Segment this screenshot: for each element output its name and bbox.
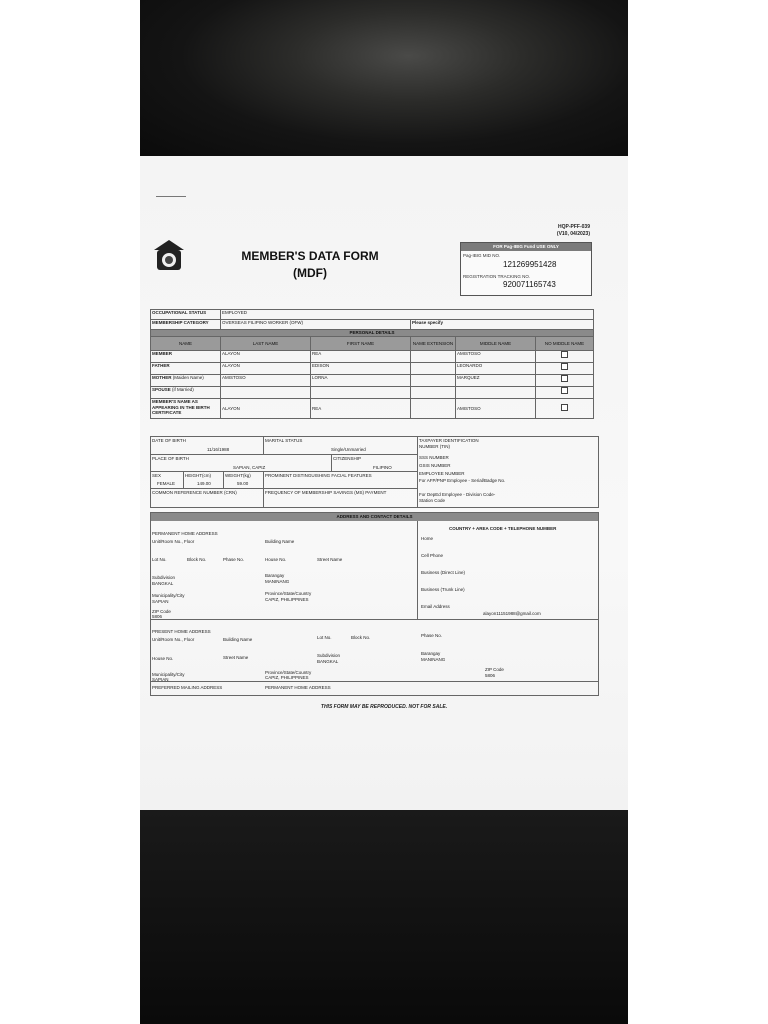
preferred-mailing-value: PERMANENT HOME ADDRESS <box>265 685 331 690</box>
preferred-mailing-label: PREFERRED MAILING ADDRESS <box>152 685 223 690</box>
marital-status-label: MARITAL STATUS <box>265 438 303 443</box>
table-row <box>151 351 594 363</box>
frequency-label: FREQUENCY OF MEMBERSHIP SAVINGS (MS) PAYMENT <box>265 490 387 495</box>
first-name-cell: REA <box>311 399 411 419</box>
present-address-label: PRESENT HOME ADDRESS <box>152 629 211 634</box>
height-value: 149.00 <box>197 481 211 486</box>
business-direct-label: Business (Direct Line) <box>421 570 466 575</box>
name-extension-cell <box>411 387 456 399</box>
present-block-no-label: Block No. <box>351 635 371 640</box>
barangay-label: Barangay <box>265 573 285 578</box>
form-footer: THIS FORM MAY BE REPRODUCED. NOT FOR SALE. <box>320 704 448 710</box>
building-name-label: Building Name <box>265 539 295 544</box>
fund-use-header: FOR Pag-IBIG Fund USE ONLY <box>461 243 591 251</box>
date-of-birth-label: DATE OF BIRTH <box>152 438 186 443</box>
municipality-label: Municipality/City <box>152 593 185 598</box>
present-barangay-label: Barangay <box>421 651 441 656</box>
sex-value: FEMALE <box>157 481 176 486</box>
last-name-cell: ALAYON <box>221 351 311 363</box>
zip-code-value: 5806 <box>152 614 163 619</box>
no-middle-name-checkbox[interactable] <box>561 363 568 370</box>
email-label: Email Address <box>421 604 450 609</box>
last-name-cell: ALAYON <box>221 363 311 375</box>
no-middle-name-checkbox[interactable] <box>561 375 568 382</box>
row-label: MOTHER <box>152 375 172 380</box>
rtn-label: REGISTRATION TRACKING NO. <box>463 274 531 279</box>
row-label: MEMBER <box>152 351 172 356</box>
middle-name-cell <box>456 387 536 399</box>
email-value: alayon11151988@gmail.com <box>483 611 541 616</box>
fund-use-box <box>460 242 592 296</box>
citizenship-value: FILIPINO <box>373 465 392 470</box>
photo-background-bottom <box>140 808 628 1024</box>
subdivision-value: BANGKAL <box>152 581 174 586</box>
present-province-label: Province/State/Country <box>265 670 312 675</box>
subdivision-label: Subdivision <box>152 575 176 580</box>
last-name-cell <box>221 387 311 399</box>
present-barangay-value: MANINANG <box>421 657 446 662</box>
no-middle-name-checkbox[interactable] <box>561 404 568 411</box>
present-subdivision-label: Subdivision <box>317 653 341 658</box>
country-area-code-label: COUNTRY + AREA CODE + TELEPHONE NUMBER <box>449 526 557 531</box>
middle-name-cell: MARQUEZ <box>456 375 536 387</box>
house-no-label: House No. <box>265 557 287 562</box>
province-label: Province/State/Country <box>265 591 312 596</box>
pen-mark <box>156 196 186 197</box>
pagibig-logo-icon <box>152 238 186 272</box>
name-extension-cell <box>411 363 456 375</box>
place-of-birth-value: SAPIAN, CAPIZ <box>233 465 266 470</box>
crn-label: COMMON REFERENCE NUMBER (CRN) <box>152 490 237 495</box>
row-label: MEMBER'S NAME AS APPEARING IN THE BIRTH CERTIFICATE <box>152 399 210 415</box>
municipality-value: SAPIAN <box>152 599 169 604</box>
unit-room-label: Unit/Room No., Floor <box>152 539 195 544</box>
col-name-extension-header: NAME EXTENSION <box>411 337 456 351</box>
name-extension-cell <box>411 375 456 387</box>
sex-label: SEX <box>152 473 162 478</box>
form-code <box>557 224 590 238</box>
last-name-cell: AMISTOSO <box>221 375 311 387</box>
photo-background-top <box>140 0 628 160</box>
form-title <box>210 248 410 282</box>
present-zip-code-label: ZIP Code <box>485 667 504 672</box>
last-name-cell: ALAYON <box>221 399 311 419</box>
tin-label: TAXPAYER IDENTIFICATION NUMBER (TIN) <box>419 438 479 449</box>
middle-name-cell: AMISTOSO <box>456 399 536 419</box>
col-no-middle-name-header: NO MIDDLE NAME <box>536 337 594 351</box>
row-label: SPOUSE <box>152 387 171 392</box>
present-phase-no-label: Phase No. <box>421 633 443 638</box>
employee-number-label: EMPLOYEE NUMBER <box>419 471 465 476</box>
province-value: CAPIZ, PHILIPPINES <box>265 597 309 602</box>
present-lot-no-label: Lot No. <box>317 635 332 640</box>
lot-no-label: Lot No. <box>152 557 167 562</box>
col-last-name-header: LAST NAME <box>221 337 311 351</box>
personal-details-header: PERSONAL DETAILS <box>151 330 594 337</box>
barangay-value: MANINANG <box>265 579 290 584</box>
please-specify-label: Please specify <box>411 320 594 330</box>
form-title-line2: (MDF) <box>293 266 327 280</box>
cell-phone-label: Cell Phone <box>421 553 444 558</box>
personal-info-block <box>150 436 599 508</box>
height-label: HEIGHT(cm) <box>185 473 211 478</box>
rtn-value: 920071165743 <box>503 280 556 289</box>
mid-number-label: Pag-IBIG MID NO. <box>463 253 501 258</box>
business-trunk-label: Business (Trunk Line) <box>421 587 465 592</box>
address-section-header: ADDRESS AND CONTACT DETAILS <box>151 513 598 521</box>
marital-status-value: Single/Unmarried <box>331 447 366 452</box>
present-province-value: CAPIZ, PHILIPPINES <box>265 675 309 680</box>
phase-no-label: Phase No. <box>223 557 245 562</box>
date-of-birth-value: 11/16/1988 <box>207 447 230 452</box>
table-row <box>151 375 594 387</box>
first-name-cell: REA <box>311 351 411 363</box>
table-row <box>151 399 594 419</box>
gsis-label: GSIS NUMBER <box>419 463 451 468</box>
name-extension-cell <box>411 351 456 363</box>
col-middle-name-header: MIDDLE NAME <box>456 337 536 351</box>
occupational-status-label: OCCUPATIONAL STATUS <box>151 310 221 320</box>
row-label-note: (if Married) <box>172 387 194 392</box>
present-unit-room-label: Unit/Room No., Floor <box>152 637 195 642</box>
mid-number-value: 121269951428 <box>503 260 557 269</box>
home-phone-label: Home <box>421 536 434 541</box>
table-row <box>151 363 594 375</box>
first-name-cell: LORNA <box>311 375 411 387</box>
present-house-no-label: House No. <box>152 656 174 661</box>
row-label: FATHER <box>152 363 170 368</box>
table-row <box>151 387 594 399</box>
facial-features-label: PROMINENT DISTINGUISHING FACIAL FEATURES <box>265 473 372 478</box>
col-name-header: NAME <box>151 337 221 351</box>
present-building-name-label: Building Name <box>223 637 253 642</box>
form-title-line1: MEMBER'S DATA FORM <box>241 249 379 263</box>
membership-category-value: OVERSEAS FILIPINO WORKER (OFW) <box>221 320 411 330</box>
photo-frame <box>140 0 628 1024</box>
col-first-name-header: FIRST NAME <box>311 337 411 351</box>
citizenship-label: CITIZENSHIP <box>333 456 362 461</box>
present-municipality-value: SAPIAN <box>152 677 169 682</box>
no-middle-name-checkbox[interactable] <box>561 387 568 394</box>
sss-label: SSS NUMBER <box>419 455 449 460</box>
form-paper <box>140 156 628 810</box>
deped-label: For DepEd Employee - Division Code-Station Code <box>419 492 496 503</box>
name-extension-cell <box>411 399 456 419</box>
middle-name-cell: LEONARDO <box>456 363 536 375</box>
weight-value: 59.00 <box>237 481 249 486</box>
present-zip-code-value: 5806 <box>485 673 496 678</box>
present-municipality-label: Municipality/City <box>152 672 185 677</box>
occupational-status-value: EMPLOYED <box>221 310 594 320</box>
row-label-note: (Maiden Name) <box>172 375 204 380</box>
personal-details-table <box>150 309 594 419</box>
place-of-birth-label: PLACE OF BIRTH <box>152 456 189 461</box>
present-street-name-label: Street Name <box>223 655 249 660</box>
address-contact-block <box>150 512 599 696</box>
afp-pnp-label: For AFP/PNP Employee - Serial/Badge No. <box>419 478 506 483</box>
present-subdivision-value: BANGKAL <box>317 659 339 664</box>
weight-label: WEIGHT(kg) <box>225 473 251 478</box>
first-name-cell <box>311 387 411 399</box>
no-middle-name-checkbox[interactable] <box>561 351 568 358</box>
form-code-number: HQP-PFF-039 <box>558 224 590 230</box>
zip-code-label: ZIP Code <box>152 609 171 614</box>
street-name-label: Street Name <box>317 557 343 562</box>
block-no-label: Block No. <box>187 557 207 562</box>
membership-category-label: MEMBERSHIP CATEGORY <box>151 320 221 330</box>
first-name-cell: EDISON <box>311 363 411 375</box>
form-code-version: (V10, 04/2023) <box>556 231 590 237</box>
middle-name-cell: AMISTOSO <box>456 351 536 363</box>
permanent-address-label: PERMANENT HOME ADDRESS <box>152 531 218 536</box>
